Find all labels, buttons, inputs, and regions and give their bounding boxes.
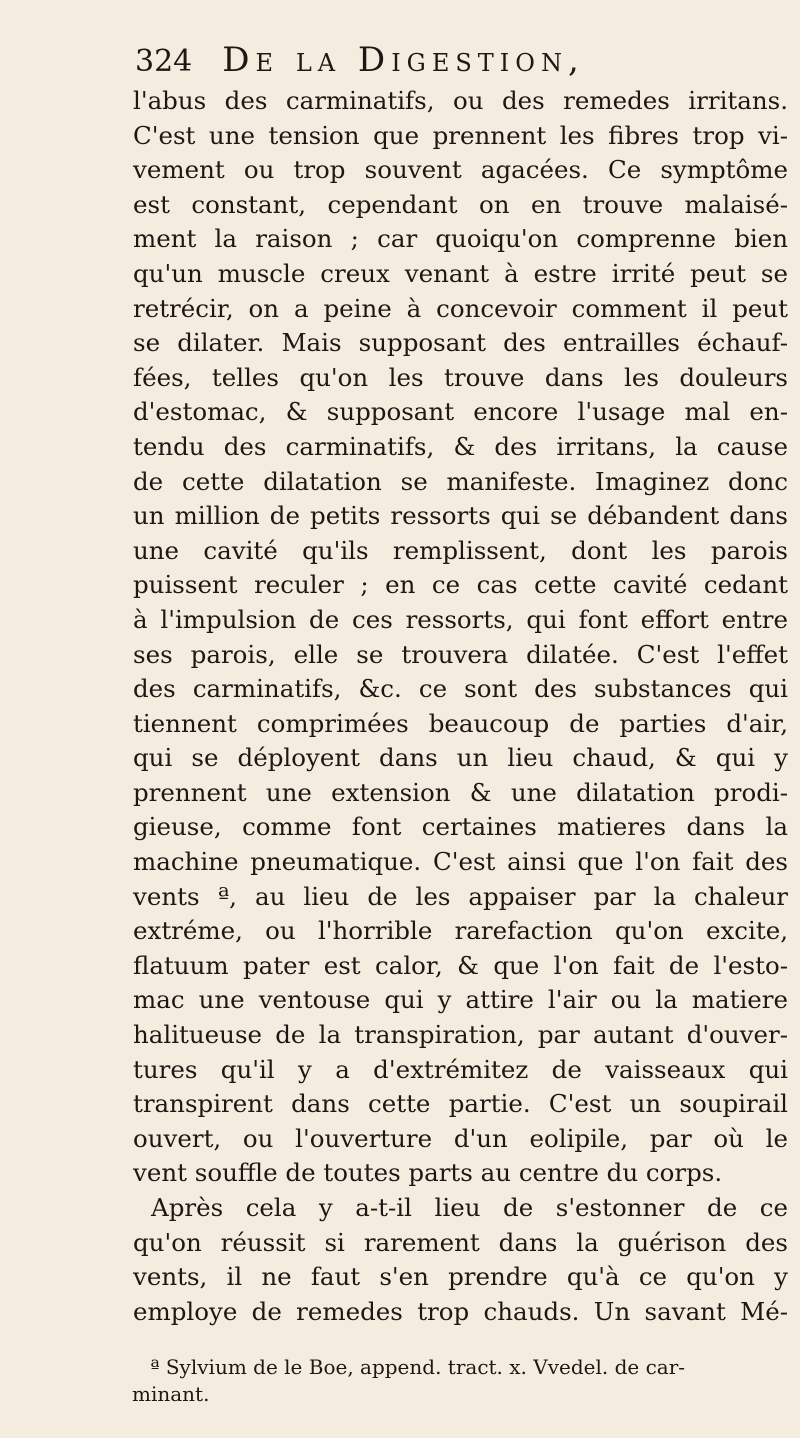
text-line: de cette dilatation se manifeste. Imaginez donc <box>133 466 788 496</box>
text-line: vents, il ne faut s'en prendre qu'à ce qu'on y <box>133 1262 788 1292</box>
text-line: est constant, cependant on en trouve malaisé- <box>133 189 788 219</box>
text-line: vents ª, au lieu de les appaiser par la chaleur <box>133 881 788 911</box>
text-line: l'abus des carminatifs, ou des remedes irritans. <box>133 86 788 115</box>
text-line: retrécir, on a peine à concevoir comment il peut <box>133 293 788 323</box>
text-line: flatuum pater est calor, & que l'on fait de l'esto- <box>133 950 788 980</box>
text-line: prennent une extension & une dilatation prodi- <box>133 777 788 807</box>
text-line: extréme, ou l'horrible rarefaction qu'on excite, <box>133 916 788 946</box>
text-line: qu'un muscle creux venant à estre irrité peut se <box>133 258 788 288</box>
text-line: puissent reculer ; en ce cas cette cavité cedant <box>133 570 788 600</box>
text-line: qu'on réussit si rarement dans la guérison des <box>133 1227 788 1257</box>
text-line: se dilater. Mais supposant des entrailles échauf- <box>133 328 788 358</box>
text-line: gieuse, comme font certaines matieres dans la <box>133 812 788 842</box>
text-line: tendu des carminatifs, & des irritans, la cause <box>133 431 788 461</box>
body-text <box>133 84 788 1329</box>
text-line: une cavité qu'ils remplissent, dont les parois <box>133 535 788 565</box>
text-line: machine pneumatique. C'est ainsi que l'on fait des <box>133 847 788 877</box>
text-line: ses parois, elle se trouvera dilatée. C'est l'effet <box>133 639 788 669</box>
running-header <box>135 40 775 82</box>
text-line: C'est une tension que prennent les fibres trop vi- <box>133 120 788 150</box>
page-number: 324 <box>135 44 193 79</box>
text-line: vement ou trop souvent agacées. Ce symptôme <box>133 155 788 185</box>
text-line: Après cela y a-t-il lieu de s'estonner de ce <box>151 1193 788 1222</box>
text-line: vent souffle de toutes parts au centre du corps. <box>133 1158 723 1188</box>
text-line: d'estomac, & supposant encore l'usage mal en- <box>133 397 788 427</box>
footnote-line: minant. <box>132 1382 210 1406</box>
text-line: ouvert, ou l'ouverture d'un eolipile, par où le <box>133 1123 788 1153</box>
text-line: tures qu'il y a d'extrémitez de vaisseaux qui <box>133 1054 788 1084</box>
text-line: ment la raison ; car quoiqu'on comprenne bien <box>133 224 788 254</box>
text-line: à l'impulsion de ces ressorts, qui font effort entre <box>133 604 788 634</box>
footnote <box>132 1354 790 1408</box>
text-line: transpirent dans cette partie. C'est un soupirail <box>133 1089 788 1119</box>
text-line: mac une ventouse qui y attire l'air ou la matiere <box>133 985 788 1015</box>
text-line: halitueuse de la transpiration, par autant d'ouver- <box>133 1020 788 1050</box>
running-title: De la Digestion, <box>222 40 585 80</box>
text-line: tiennent comprimées beaucoup de parties d'air, <box>133 708 788 738</box>
text-line: qui se déployent dans un lieu chaud, & qui y <box>133 743 788 773</box>
text-line: employe de remedes trop chauds. Un savant Mé- <box>133 1296 788 1326</box>
text-line: des carminatifs, &c. ce sont des substances qui <box>133 674 788 704</box>
text-line: fées, telles qu'on les trouve dans les douleurs <box>133 362 788 392</box>
text-line: un million de petits ressorts qui se débandent dans <box>133 501 788 531</box>
footnote-line: ª Sylvium de le Boe, append. tract. x. Vvedel. de car- <box>150 1355 686 1379</box>
